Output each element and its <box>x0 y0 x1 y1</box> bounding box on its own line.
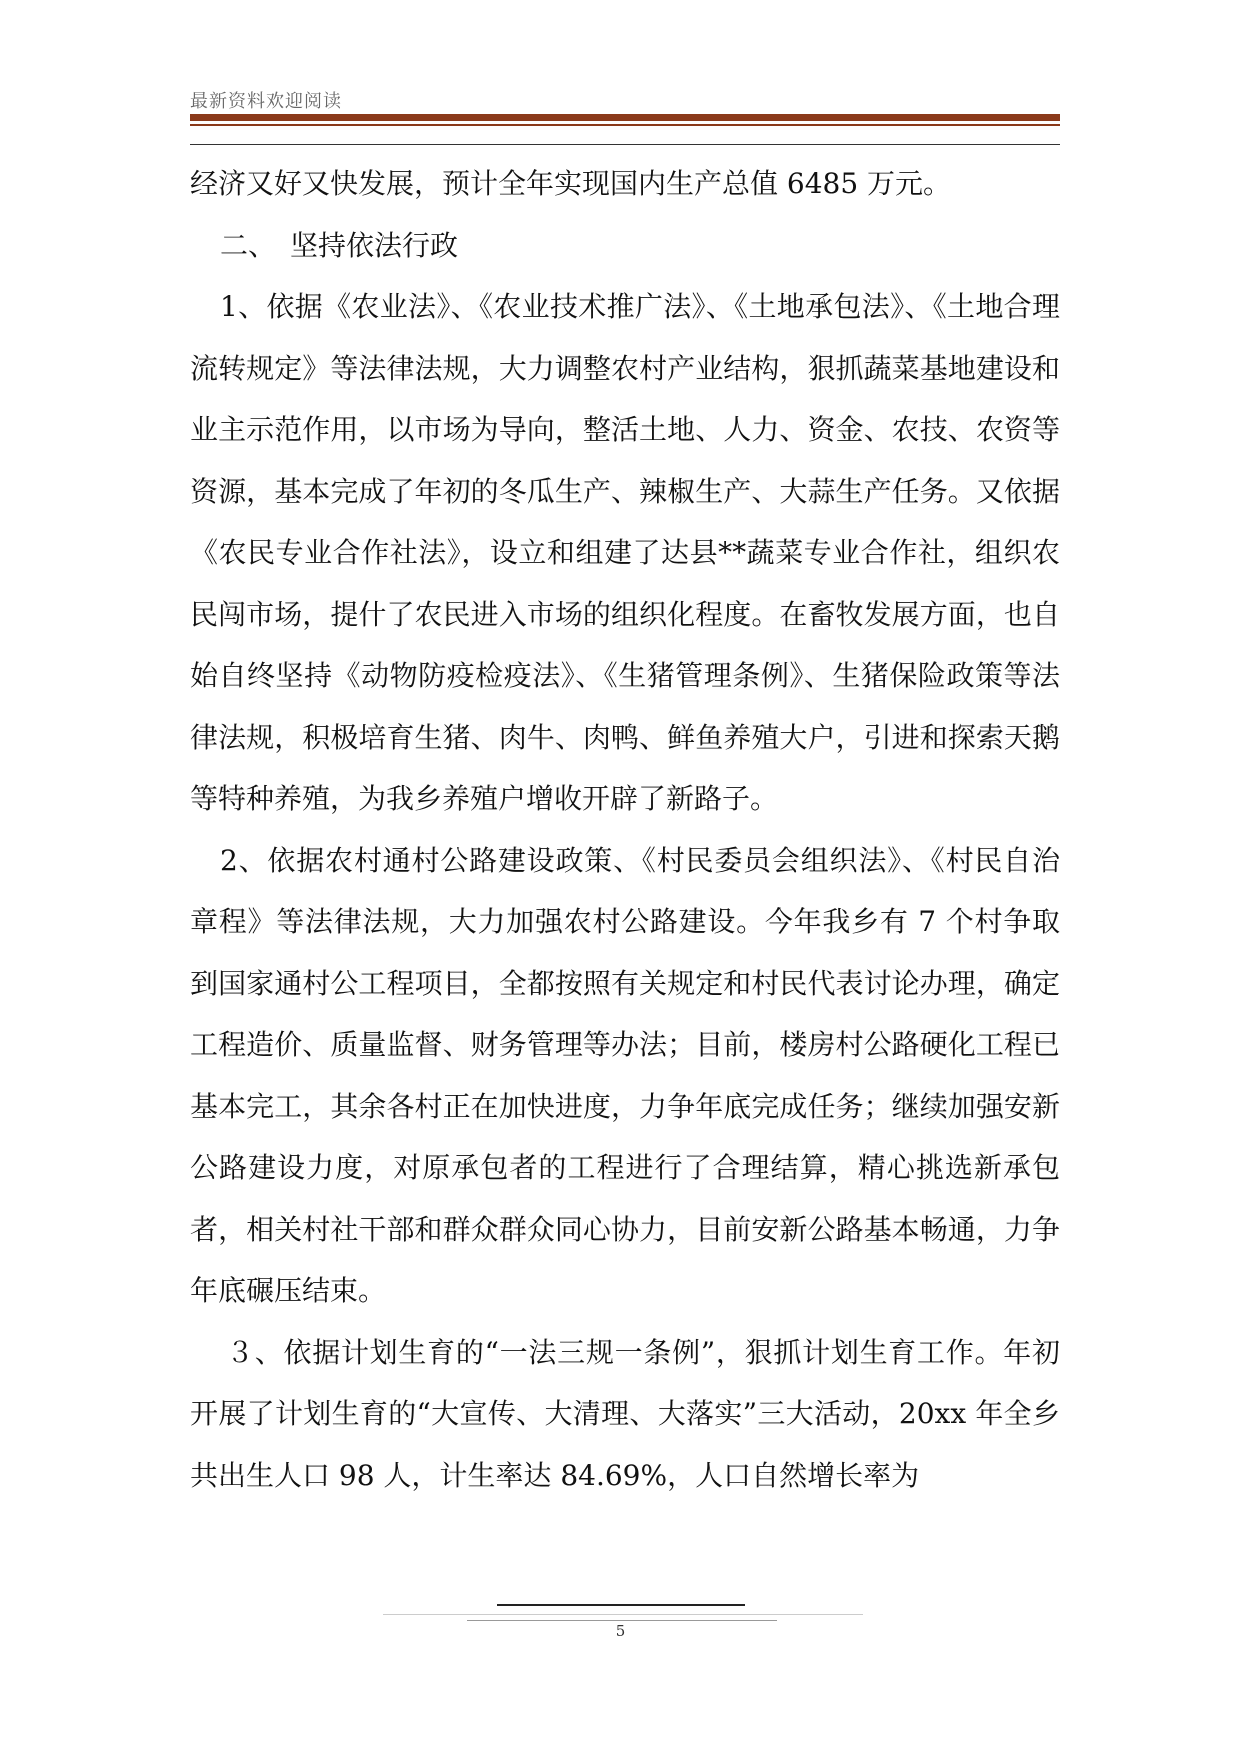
continued-line: 经济又好又快发展，预计全年实现国内生产总值 6485 万元。 <box>190 167 952 200</box>
paragraph-1: 1、依据《农业法》、《农业技术推广法》、《土地承包法》、《土地合理流转规定》等法律法规，大力调整农村产业结构，狠抓蔬菜基地建设和业主示范作用，以市场为导向，整活土地、人力、资金、农技、农资等资源，基本完成了年初的冬瓜生产、辣椒生产、大蒜生产任务。又依据《农民专业合作社法》，设立和组建了达县**蔬菜专业合作社，组织农民闯市场，提什了农民进入市场的组织化程度。在畜牧发展方面，也自始自终坚持《动物防疫检疫法》、《生猪管理条例》、生猪保险政策等法律法规，积极培育生猪、肉牛、肉鸭、鲜鱼养殖大户，引进和探索天鹅等特种养殖，为我乡养殖户增收开辟了新路子。 <box>190 290 1060 815</box>
paragraph-3: ３、依据计划生育的“一法三规一条例”，狠抓计划生育工作。年初开展了计划生育的“大宣传、大清理、大落实”三大活动，20xx 年全乡共出生人口 98 人，计生率达 84.69%，人口自然增长率为 <box>190 1335 1060 1492</box>
document-body <box>190 153 1060 1506</box>
footer-rule-mid <box>467 1620 777 1621</box>
header-rule-bottom <box>190 144 1060 145</box>
header-rule-thick <box>190 114 1060 121</box>
footer-rule-dark <box>497 1604 745 1606</box>
footer-rule-light <box>383 1614 863 1615</box>
section-heading: 二、 坚持依法行政 <box>220 228 459 262</box>
header-rule-thin <box>190 124 1060 126</box>
page-number: 5 <box>615 1622 626 1640</box>
paragraph-2: 2、依据农村通村公路建设政策、《村民委员会组织法》、《村民自治章程》等法律法规，大力加强农村公路建设。今年我乡有 7 个村争取到国家通村公工程项目，全都按照有关规定和村民代表讨论办理，确定工程造价、质量监督、财务管理等办法；目前，楼房村公路硬化工程已基本完工，其余各村正在加快进度，力争年底完成任务；继续加强安新公路建设力度，对原承包者的工程进行了合理结算，精心挑选新承包者，相关村社干部和群众群众同心协力，目前安新公路基本畅通，力争年底碾压结束。 <box>190 843 1060 1307</box>
page-header-text: 最新资料欢迎阅读 <box>190 91 342 112</box>
